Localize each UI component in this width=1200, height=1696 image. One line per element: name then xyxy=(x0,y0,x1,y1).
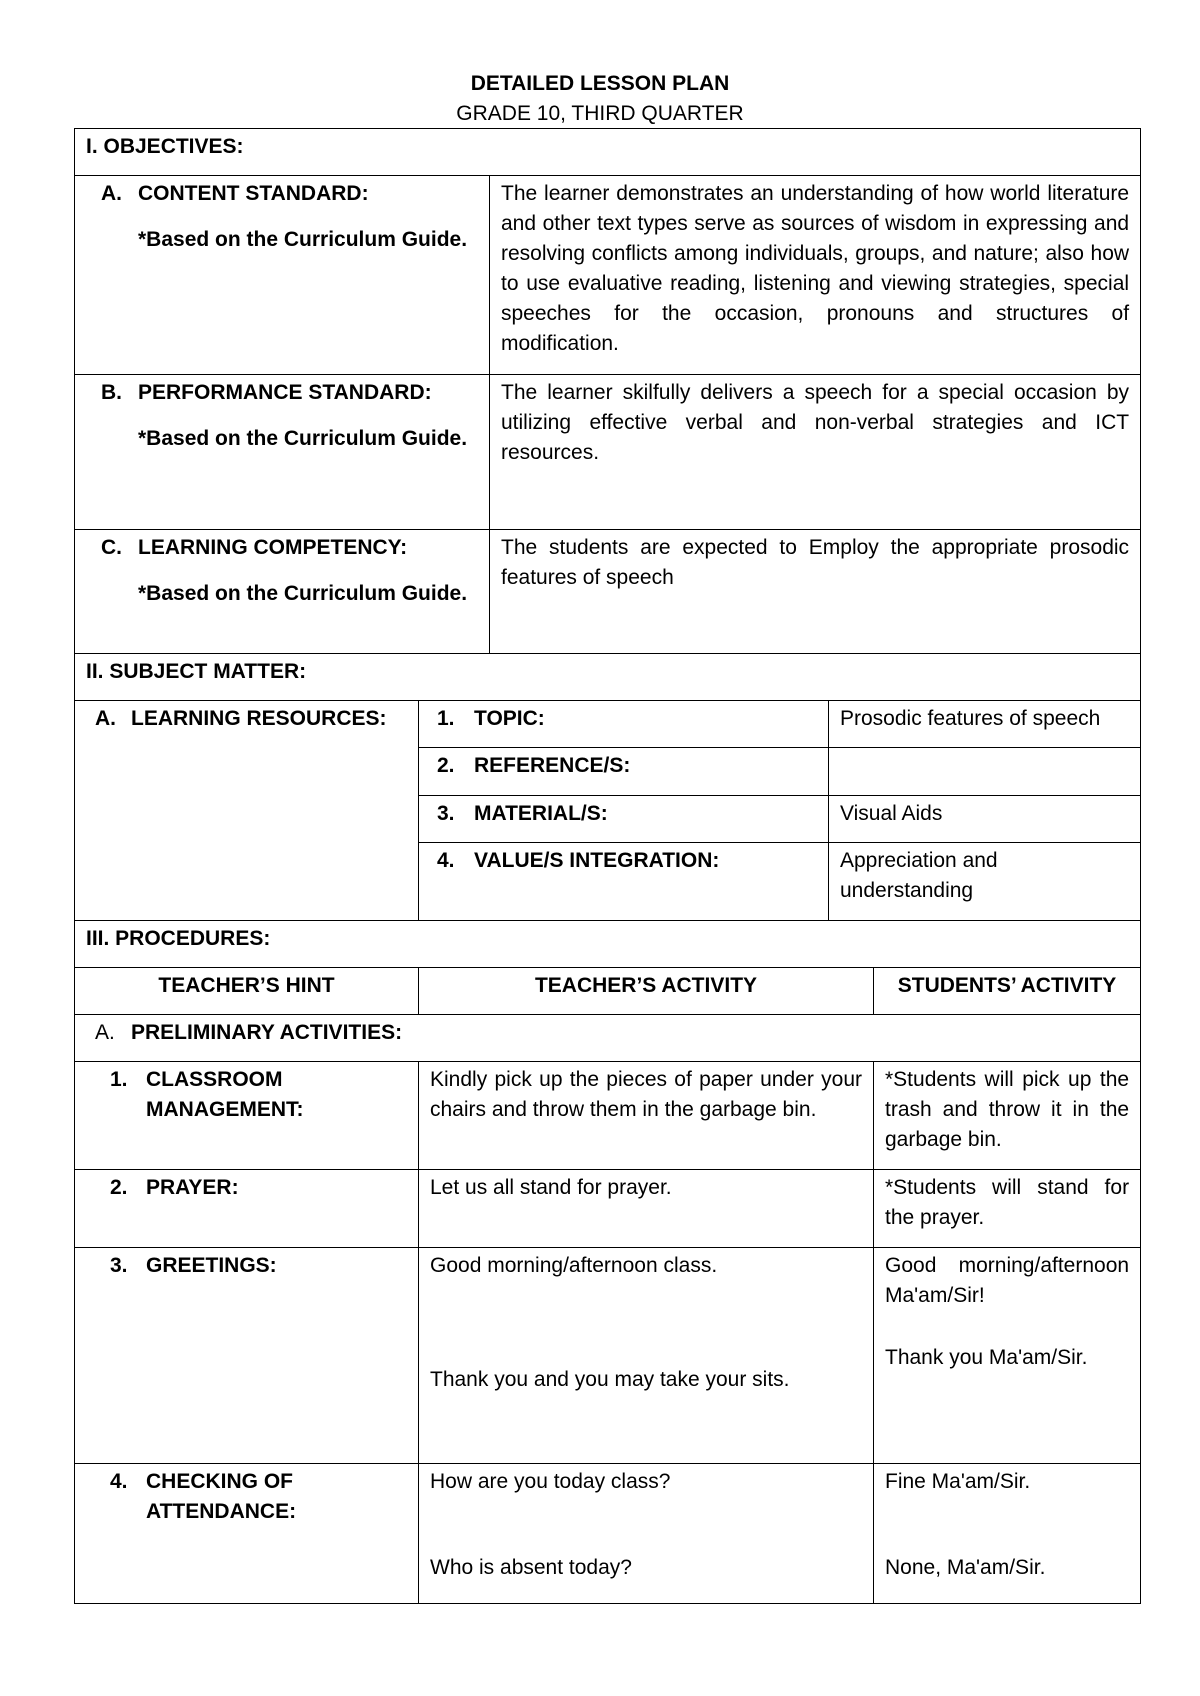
topic-row xyxy=(75,701,1141,748)
topic-label: TOPIC: xyxy=(474,707,545,730)
document-title: DETAILED LESSON PLAN xyxy=(470,72,730,95)
content-standard-letter: A. xyxy=(101,182,122,205)
reference-label: REFERENCE/S: xyxy=(474,754,631,777)
classroom-management-number: 1. xyxy=(110,1068,128,1091)
performance-standard-row xyxy=(75,375,1141,530)
greetings-item xyxy=(110,1251,407,1281)
greetings-teacher-cell xyxy=(419,1248,874,1464)
reference-item xyxy=(437,751,817,781)
prayer-item xyxy=(110,1173,407,1203)
values-integration-label: VALUE/S INTEGRATION: xyxy=(474,849,720,872)
procedures-heading: III. PROCEDURES: xyxy=(75,921,1141,968)
preliminary-activities-item xyxy=(95,1018,1129,1048)
materials-item xyxy=(437,799,817,829)
learning-competency-note: *Based on the Curriculum Guide. xyxy=(138,582,468,605)
values-integration-item xyxy=(437,846,817,876)
learning-resources-item xyxy=(95,704,407,734)
attendance-teacher-line-2: Who is absent today? xyxy=(430,1556,632,1579)
lesson-plan-table xyxy=(74,128,1141,1604)
classroom-management-teacher-activity: Kindly pick up the pieces of paper under your chairs and throw them in the garbage bin. xyxy=(419,1062,874,1170)
greetings-label: GREETINGS: xyxy=(146,1254,277,1277)
subject-matter-heading-row xyxy=(75,654,1141,701)
greetings-student-cell xyxy=(874,1248,1141,1464)
subject-matter-heading: II. SUBJECT MATTER: xyxy=(75,654,1141,701)
reference-number: 2. xyxy=(437,754,455,777)
content-standard-text: The learner demonstrates an understanding of how world literature and other text types serve as sources of wisdom in expressing and resolving conflicts among individuals, groups, and nature; also how to use evaluative reading, listening and viewing strategies, special speeches for the occasion, pronouns and structures of modification. xyxy=(490,176,1141,375)
column-header-teachers-hint: TEACHER’S HINT xyxy=(75,968,419,1015)
performance-standard-label-cell xyxy=(75,375,490,530)
performance-standard-item xyxy=(101,378,478,408)
objectives-heading-row xyxy=(75,129,1141,176)
learning-competency-item xyxy=(101,533,478,563)
greetings-teacher-line-1: Good morning/afternoon class. xyxy=(430,1254,718,1277)
classroom-management-item xyxy=(110,1065,407,1125)
learning-competency-letter: C. xyxy=(101,536,122,559)
materials-value: Visual Aids xyxy=(829,796,1141,843)
values-integration-number: 4. xyxy=(437,849,455,872)
prayer-student-activity: *Students will stand for the prayer. xyxy=(874,1170,1141,1248)
classroom-management-student-activity: *Students will pick up the trash and throw it in the garbage bin. xyxy=(874,1062,1141,1170)
attendance-teacher-cell xyxy=(419,1464,874,1604)
materials-label-cell xyxy=(419,796,829,843)
preliminary-activities-cell xyxy=(75,1015,1141,1062)
learning-competency-row xyxy=(75,530,1141,654)
reference-value xyxy=(829,748,1141,796)
prayer-number: 2. xyxy=(110,1176,128,1199)
document-subtitle: GRADE 10, THIRD QUARTER xyxy=(456,102,744,125)
performance-standard-note: *Based on the Curriculum Guide. xyxy=(138,427,468,450)
greetings-number: 3. xyxy=(110,1254,128,1277)
values-integration-label-cell xyxy=(419,843,829,921)
greetings-student-line-2: Thank you Ma'am/Sir. xyxy=(885,1346,1088,1369)
attendance-student-line-2: None, Ma'am/Sir. xyxy=(885,1556,1046,1579)
values-integration-value: Appreciation and understanding xyxy=(829,843,1141,921)
objectives-heading: I. OBJECTIVES: xyxy=(75,129,1141,176)
procedures-column-header-row xyxy=(75,968,1141,1015)
prayer-label: PRAYER: xyxy=(146,1176,239,1199)
learning-competency-label-cell xyxy=(75,530,490,654)
content-standard-item xyxy=(101,179,478,209)
preliminary-activities-letter: A. xyxy=(95,1021,115,1044)
classroom-management-row xyxy=(75,1062,1141,1170)
prayer-teacher-activity: Let us all stand for prayer. xyxy=(419,1170,874,1248)
learning-competency-text: The students are expected to Employ the appropriate prosodic features of speech xyxy=(490,530,1141,654)
content-standard-label: CONTENT STANDARD: xyxy=(138,182,369,205)
reference-label-cell xyxy=(419,748,829,796)
performance-standard-letter: B. xyxy=(101,381,122,404)
learning-resources-label: LEARNING RESOURCES: xyxy=(131,707,387,730)
attendance-student-cell xyxy=(874,1464,1141,1604)
greetings-student-line-1: Good morning/afternoon Ma'am/Sir! xyxy=(885,1254,1130,1307)
procedures-heading-row xyxy=(75,921,1141,968)
attendance-student-line-1: Fine Ma'am/Sir. xyxy=(885,1470,1031,1493)
classroom-management-label: CLASSROOM MANAGEMENT: xyxy=(146,1068,304,1121)
classroom-management-hint-cell xyxy=(75,1062,419,1170)
topic-item xyxy=(437,704,817,734)
materials-label: MATERIAL/S: xyxy=(474,802,608,825)
content-standard-row xyxy=(75,176,1141,375)
content-standard-note: *Based on the Curriculum Guide. xyxy=(138,228,468,251)
greetings-teacher-line-2: Thank you and you may take your sits. xyxy=(430,1368,790,1391)
topic-value: Prosodic features of speech xyxy=(829,701,1141,748)
greetings-row xyxy=(75,1248,1141,1464)
attendance-number: 4. xyxy=(110,1470,128,1493)
preliminary-activities-row xyxy=(75,1015,1141,1062)
preliminary-activities-label: PRELIMINARY ACTIVITIES: xyxy=(131,1021,403,1044)
greetings-hint-cell xyxy=(75,1248,419,1464)
learning-resources-cell xyxy=(75,701,419,921)
prayer-row xyxy=(75,1170,1141,1248)
attendance-teacher-line-1: How are you today class? xyxy=(430,1470,671,1493)
performance-standard-text: The learner skilfully delivers a speech for a special occasion by utilizing effective verbal and non-verbal strategies and ICT resources. xyxy=(490,375,1141,530)
performance-standard-label: PERFORMANCE STANDARD: xyxy=(138,381,432,404)
learning-resources-letter: A. xyxy=(95,707,116,730)
topic-label-cell xyxy=(419,701,829,748)
content-standard-label-cell xyxy=(75,176,490,375)
attendance-item xyxy=(110,1467,407,1527)
learning-competency-label: LEARNING COMPETENCY: xyxy=(138,536,408,559)
prayer-hint-cell xyxy=(75,1170,419,1248)
topic-number: 1. xyxy=(437,707,455,730)
attendance-hint-cell xyxy=(75,1464,419,1604)
column-header-students-activity: STUDENTS’ ACTIVITY xyxy=(874,968,1141,1015)
attendance-row xyxy=(75,1464,1141,1604)
column-header-teachers-activity: TEACHER’S ACTIVITY xyxy=(419,968,874,1015)
attendance-label: CHECKING OF ATTENDANCE: xyxy=(146,1470,297,1523)
materials-number: 3. xyxy=(437,802,455,825)
